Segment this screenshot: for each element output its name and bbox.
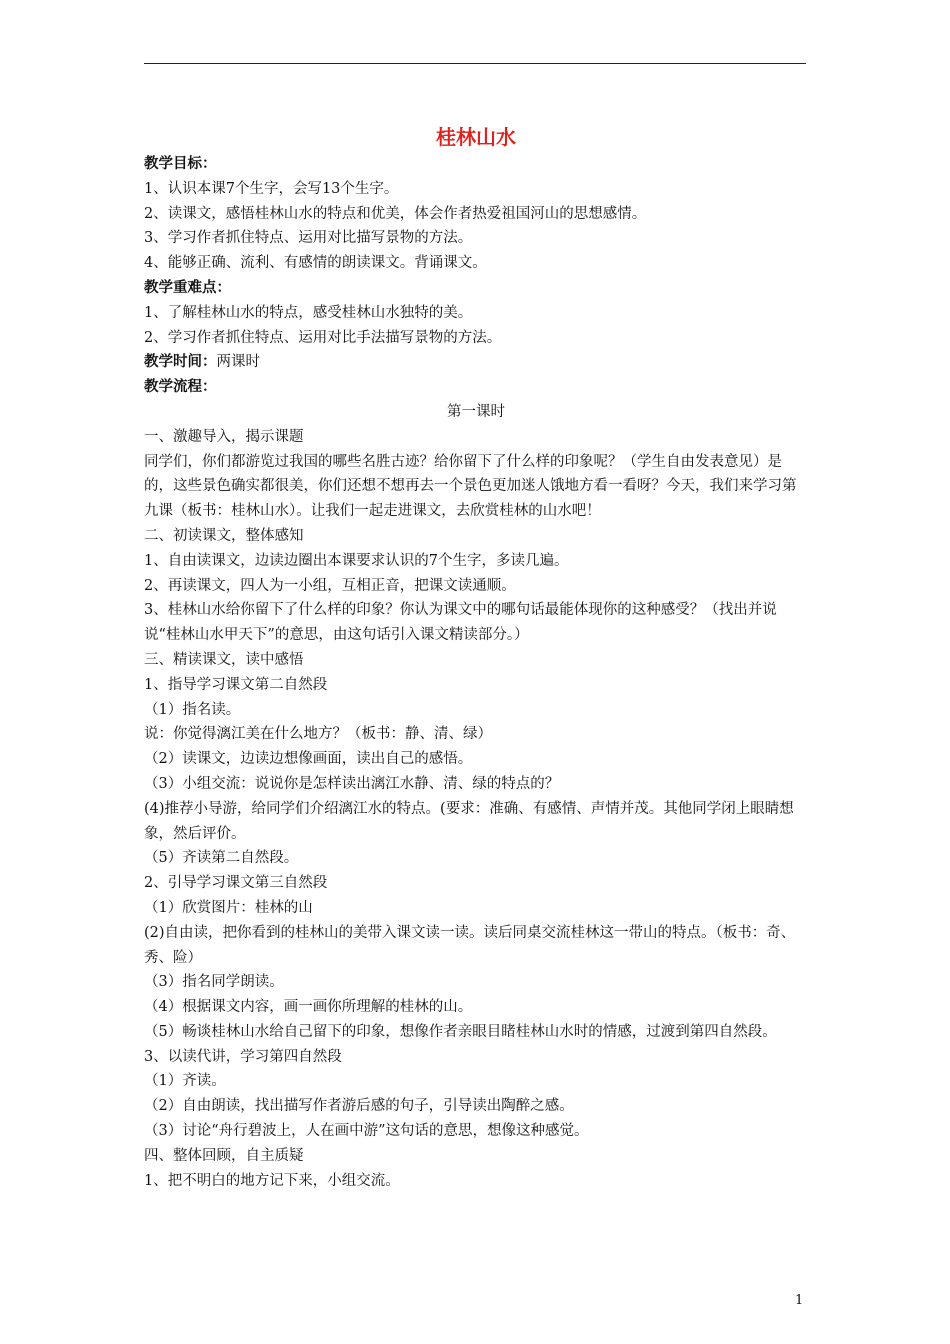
header-rule xyxy=(144,63,806,64)
body-line: 一、激趣导入，揭示课题 xyxy=(144,428,304,445)
document-body xyxy=(144,124,808,1193)
body-line: 三、精读课文，读中感悟 xyxy=(144,651,304,668)
body-paragraph: （5）畅谈桂林山水给自己留下的印象，想像作者亲眼目睹桂林山水时的情感，过渡到第四自然段。 xyxy=(144,1023,777,1040)
body-line: 说：你觉得漓江美在什么地方？（板书：静、清、绿） xyxy=(144,726,492,743)
body-line: （1）欣赏图片：桂林的山 xyxy=(144,899,313,916)
body-line: 四、整体回顾，自主质疑 xyxy=(144,1147,304,1164)
body-paragraph: (2)自由读，把你看到的桂林山的美带入课文读一读。读后同桌交流桂林这一带山的特点。（板书：奇、秀、险） xyxy=(144,924,796,966)
page-number: 1 xyxy=(795,1293,804,1308)
body-line: 3、以读代讲，学习第四自然段 xyxy=(144,1048,342,1065)
body-line: （2）读课文，边读边想像画面，读出自己的感悟。 xyxy=(144,751,473,768)
goal-item: 2、读课文，感悟桂林山水的特点和优美，体会作者热爱祖国河山的思想感情。 xyxy=(144,205,647,222)
body-line: 1、自由读课文，边读边圈出本课要求认识的7个生字，多读几遍。 xyxy=(144,552,569,569)
time-heading: 教学时间： xyxy=(144,354,217,371)
body-line: （1）齐读。 xyxy=(144,1073,226,1090)
body-line: 1、指导学习课文第二自然段 xyxy=(144,676,328,693)
teaching-time xyxy=(144,350,808,375)
key-point-item: 2、学习作者抓住特点、运用对比手法描写景物的方法。 xyxy=(144,329,502,346)
time-value: 两课时 xyxy=(216,354,260,371)
body-paragraph: 同学们，你们都游览过我国的哪些名胜古迹？给你留下了什么样的印象呢？（学生自由发表意见）是的，这些景色确实都很美，你们还想不想再去一个景色更加迷人饿地方看一看呀？今天，我们来学习第九课（板书：桂林山水）。让我们一起走进课文，去欣赏桂林的山水吧！ xyxy=(144,453,797,520)
body-paragraph: (4)推荐小导游，给同学们介绍漓江水的特点。(要求：准确、有感情、声情并茂。其他同学闭上眼睛想象，然后评价。 xyxy=(144,800,794,842)
key-points-heading: 教学重难点： xyxy=(144,279,231,296)
body-line: （3）指名同学朗读。 xyxy=(144,974,284,991)
body-line: （4）根据课文内容，画一画你所理解的桂林的山。 xyxy=(144,999,473,1016)
body-line: 2、引导学习课文第三自然段 xyxy=(144,875,328,892)
goals-heading: 教学目标： xyxy=(144,156,217,172)
body-line: （5）齐读第二自然段。 xyxy=(144,850,299,867)
document-title: 桂林山水 xyxy=(436,125,516,149)
goal-item: 1、认识本课7个生字，会写13个生字。 xyxy=(144,180,399,197)
lesson-title: 第一课时 xyxy=(447,403,505,420)
body-line: 2、再读课文，四人为一小组，互相正音，把课文读通顺。 xyxy=(144,577,516,594)
body-line: （1）指名读。 xyxy=(144,701,241,718)
process-heading: 教学流程： xyxy=(144,379,217,396)
body-paragraph: 3、桂林山水给你留下了什么样的印象？你认为课文中的哪句话最能体现你的这种感受？（找出并说说“桂林山水甲天下”的意思，由这句话引入课文精读部分。） xyxy=(144,602,777,644)
body-line: （3）讨论“舟行碧波上，人在画中游”这句话的意思，想像这种感觉。 xyxy=(144,1123,589,1140)
body-line: 二、初读课文，整体感知 xyxy=(144,527,304,544)
body-line: （3）小组交流：说说你是怎样读出漓江水静、清、绿的特点的？ xyxy=(144,775,560,792)
goal-item: 4、能够正确、流利、有感情的朗读课文。背诵课文。 xyxy=(144,255,487,272)
body-line: （2）自由朗读，找出描写作者游后感的句子，引导读出陶醉之感。 xyxy=(144,1098,574,1115)
goal-item: 3、学习作者抓住特点、运用对比描写景物的方法。 xyxy=(144,230,473,247)
key-point-item: 1、了解桂林山水的特点，感受桂林山水独特的美。 xyxy=(144,304,473,321)
body-line: 1、把不明白的地方记下来，小组交流。 xyxy=(144,1172,400,1189)
